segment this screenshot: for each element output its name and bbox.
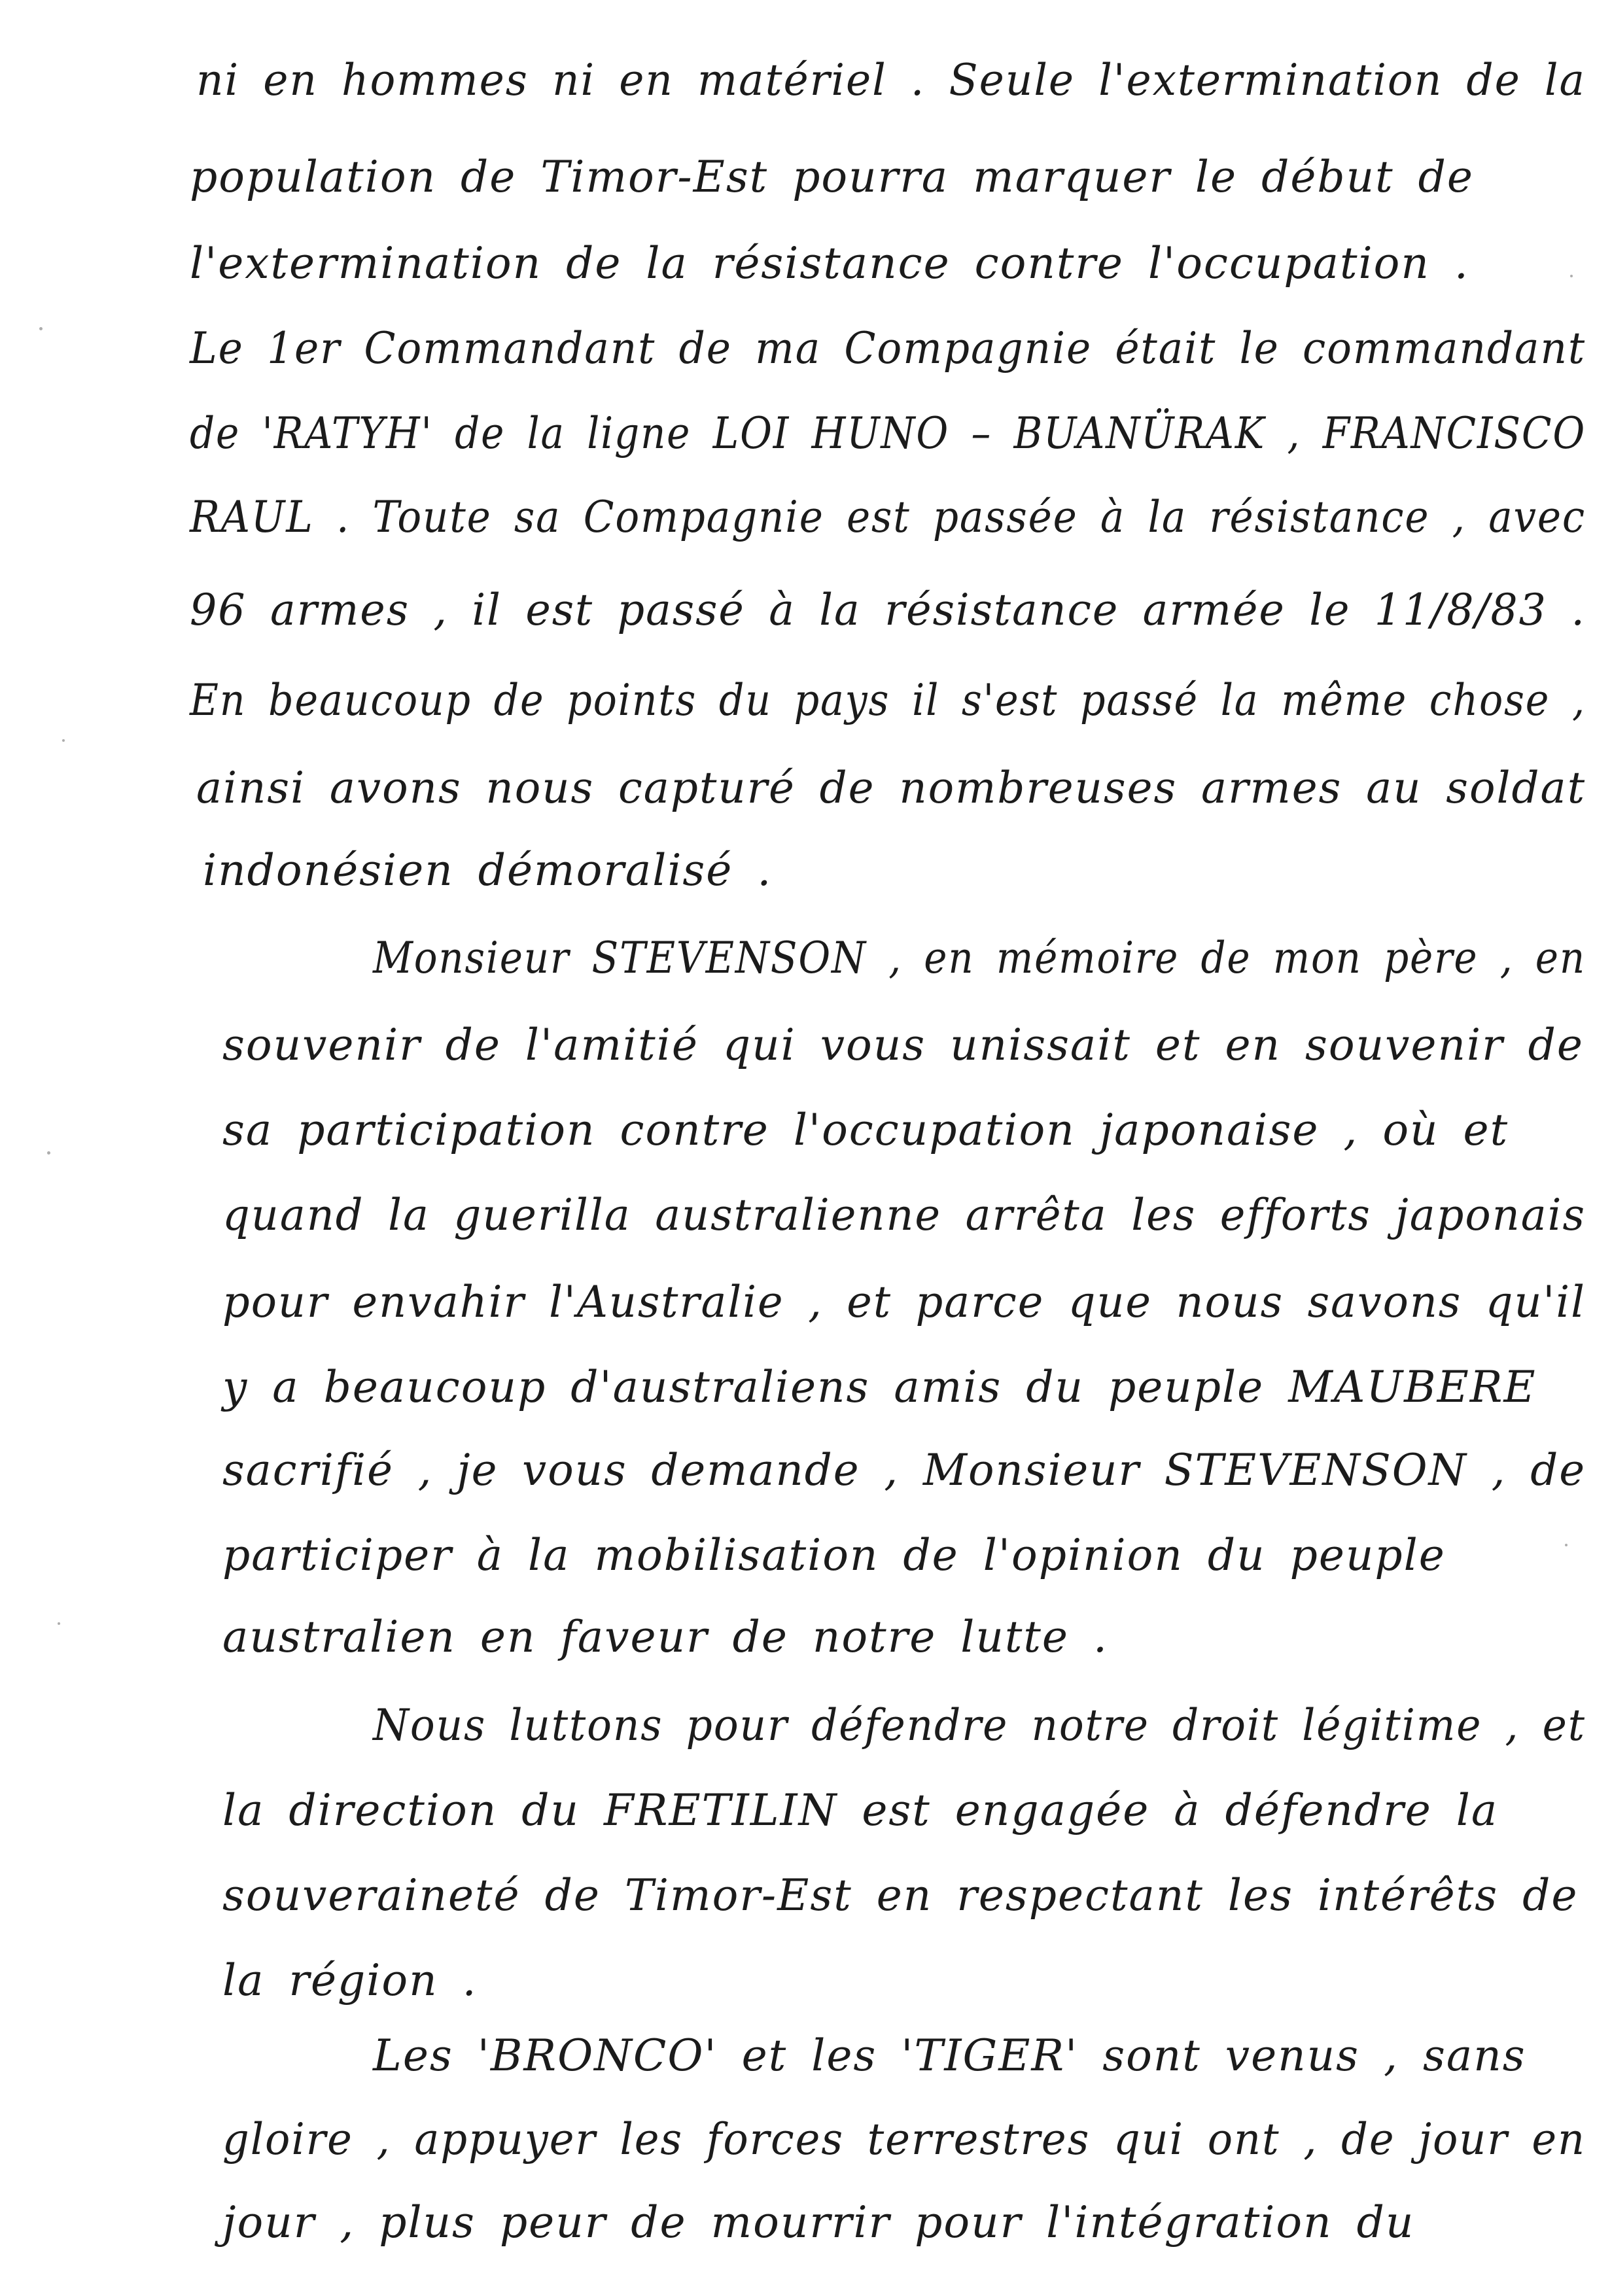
letter-line: Monsieur STEVENSON , en mémoire de mon père , en xyxy=(373,933,1586,983)
letter-line: jour , plus peur de mourrir pour l'intégration du xyxy=(222,2197,1415,2248)
scan-speck xyxy=(58,1622,60,1625)
letter-line: population de Timor-Est pourra marquer le début de xyxy=(190,152,1474,202)
letter-line: RAUL . Toute sa Compagnie est passée à la résistance , avec xyxy=(190,492,1586,542)
letter-line: Les 'BRONCO' et les 'TIGER' sont venus , sans xyxy=(373,2030,1526,2081)
letter-line: gloire , appuyer les forces terrestres qui ont , de jour en xyxy=(222,2114,1586,2165)
scan-speck xyxy=(1570,275,1573,277)
scan-speck xyxy=(62,739,65,742)
letter-line: souvenir de l'amitié qui vous unissait et en souvenir de xyxy=(222,1020,1584,1070)
letter-line: participer à la mobilisation de l'opinion du peuple xyxy=(222,1530,1446,1580)
letter-line: pour envahir l'Australie , et parce que nous savons qu'il xyxy=(222,1277,1586,1327)
letter-line: la direction du FRETILIN est engagée à défendre la xyxy=(222,1785,1499,1835)
letter-line: de 'RATYH' de la ligne LOI HUNO – BUANÜRAK , FRANCISCO xyxy=(190,408,1586,459)
handwritten-letter-body xyxy=(183,55,1586,2270)
letter-line: 96 armes , il est passé à la résistance armée le 11/8/83 . xyxy=(190,585,1586,635)
letter-line: ainsi avons nous capturé de nombreuses armes au soldat xyxy=(196,763,1586,813)
letter-line: ni en hommes ni en matériel . Seule l'extermination de la xyxy=(196,55,1586,105)
letter-line: quand la guerilla australienne arrêta les efforts japonais xyxy=(222,1190,1586,1240)
scan-speck xyxy=(39,327,43,330)
letter-line: sa participation contre l'occupation japonaise , où et xyxy=(222,1105,1509,1155)
letter-line: indonésien démoralisé . xyxy=(203,845,773,896)
letter-line: Nous luttons pour défendre notre droit légitime , et xyxy=(373,1700,1586,1750)
letter-line: l'extermination de la résistance contre l'occupation . xyxy=(190,238,1469,288)
letter-line: souveraineté de Timor-Est en respectant les intérêts de xyxy=(222,1870,1579,1921)
scan-speck xyxy=(47,1151,50,1155)
letter-line: sacrifié , je vous demande , Monsieur STEVENSON , de xyxy=(222,1445,1586,1495)
letter-line: Le 1er Commandant de ma Compagnie était le commandant xyxy=(190,323,1586,374)
letter-line: En beaucoup de points du pays il s'est passé la même chose , xyxy=(190,675,1586,725)
letter-line: australien en faveur de notre lutte . xyxy=(222,1612,1108,1662)
letter-line: y a beaucoup d'australiens amis du peuple MAUBERE xyxy=(222,1362,1537,1412)
scan-speck xyxy=(1565,1544,1568,1546)
letter-line: la région . xyxy=(222,1955,478,2006)
